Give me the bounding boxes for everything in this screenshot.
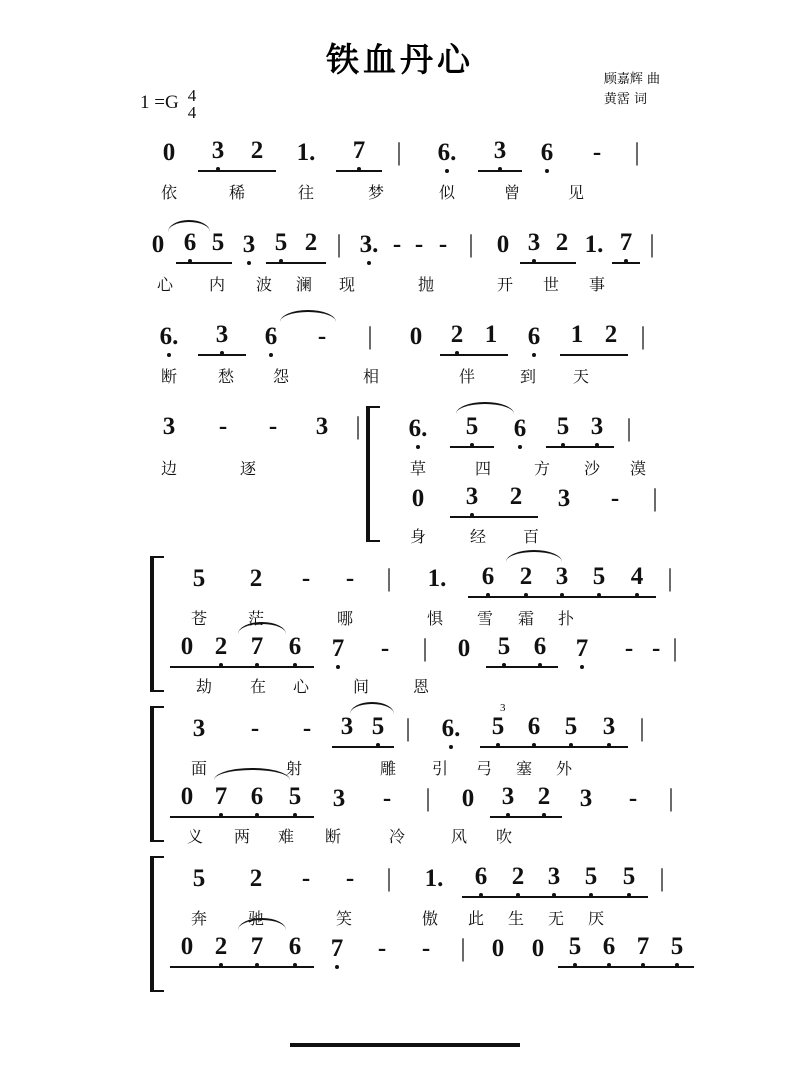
credits xyxy=(604,70,660,110)
music-system xyxy=(0,406,800,556)
note: - xyxy=(377,935,387,962)
note: 4 xyxy=(630,563,644,590)
system-brace xyxy=(366,406,380,542)
lyric: 逐 xyxy=(239,459,256,478)
lyric: 到 xyxy=(519,367,536,386)
lyric: 奔 xyxy=(190,909,207,928)
note: 0 xyxy=(162,139,176,166)
note: 5 xyxy=(497,633,511,660)
lyric: 厌 xyxy=(587,909,604,928)
barline: | xyxy=(396,139,402,166)
note: 1 xyxy=(484,321,498,348)
note: 6 xyxy=(288,633,302,660)
note: 6 xyxy=(540,139,554,166)
note: 5 xyxy=(192,565,206,592)
note: 2 xyxy=(537,783,551,810)
lyric: 断 xyxy=(324,827,341,846)
lyric: 心 xyxy=(156,275,173,294)
note: 7 xyxy=(214,783,228,810)
lyric: 草 xyxy=(409,459,426,478)
note: 2 xyxy=(555,229,569,256)
note: 0 xyxy=(411,485,425,512)
note: - xyxy=(250,715,260,742)
note: 1. xyxy=(424,865,444,892)
note: 2 xyxy=(249,565,263,592)
music-system xyxy=(0,222,800,314)
lyric: 往 xyxy=(297,183,314,202)
lyric: 外 xyxy=(555,759,572,778)
lyric: 间 xyxy=(352,677,369,696)
note: 2 xyxy=(304,229,318,256)
lyric: 相 xyxy=(362,367,379,386)
note: 3 xyxy=(340,713,354,740)
note: 3 xyxy=(465,483,479,510)
lyric: 义 xyxy=(186,827,203,846)
barline: | xyxy=(422,635,428,662)
note: 2 xyxy=(519,563,533,590)
note: 6 xyxy=(474,863,488,890)
music-system xyxy=(0,556,800,706)
note: 3 xyxy=(557,485,571,512)
lyric: 两 xyxy=(233,827,250,846)
barline: | xyxy=(460,935,466,962)
barline: | xyxy=(386,865,392,892)
lyric: 扑 xyxy=(557,609,574,628)
lyric: 雕 xyxy=(379,759,396,778)
note: 0 xyxy=(461,785,475,812)
music-system xyxy=(0,702,800,856)
lyric: 经 xyxy=(469,527,486,546)
note: - xyxy=(652,635,661,662)
note: 6 xyxy=(288,933,302,960)
note: 3. xyxy=(359,231,379,258)
lyric: 天 xyxy=(572,367,589,386)
lyric: 似 xyxy=(438,183,455,202)
lyric: 生 xyxy=(507,909,524,928)
lyric: 波 xyxy=(255,275,272,294)
key-label: 1 =G xyxy=(140,92,179,113)
triplet-mark: 3 xyxy=(500,702,506,714)
time-signature-denominator: 4 xyxy=(187,103,197,122)
note: 6 xyxy=(533,633,547,660)
note: 1. xyxy=(296,139,316,166)
note: 0 xyxy=(457,635,471,662)
lyric: 难 xyxy=(277,827,294,846)
note: 2 xyxy=(450,321,464,348)
barline: | xyxy=(468,231,474,258)
lyric: 依 xyxy=(160,183,177,202)
note: 3 xyxy=(579,785,593,812)
lyric: 吹 xyxy=(495,827,512,846)
lyric: 四 xyxy=(474,459,491,478)
lyric: 断 xyxy=(160,367,177,386)
note: 5 xyxy=(568,933,582,960)
note: - xyxy=(392,231,402,258)
lyric: 见 xyxy=(567,183,584,202)
lyric: 引 xyxy=(431,759,448,778)
barline: | xyxy=(672,635,678,662)
lyric: 傲 xyxy=(421,909,438,928)
barline: | xyxy=(405,715,411,742)
system-brace xyxy=(150,556,164,692)
lyric: 现 xyxy=(338,275,355,294)
note: - xyxy=(268,413,278,440)
note: 0 xyxy=(151,231,165,258)
note: 2 xyxy=(604,321,618,348)
note: 0 xyxy=(496,231,510,258)
note: 7 xyxy=(331,635,345,662)
note: 6. xyxy=(159,323,179,350)
composer-credit: 顾嘉辉 曲 xyxy=(603,72,660,87)
note: 2 xyxy=(214,933,228,960)
note: 5 xyxy=(491,713,505,740)
lyric: 愁 xyxy=(217,367,234,386)
note: 6 xyxy=(264,323,278,350)
note: 3 xyxy=(590,413,604,440)
note: 5 xyxy=(622,863,636,890)
note: 5 xyxy=(564,713,578,740)
lyric: 风 xyxy=(450,827,467,846)
lyric: 边 xyxy=(160,459,177,478)
barline: | xyxy=(425,785,431,812)
note: 6 xyxy=(527,713,541,740)
note: 1. xyxy=(427,565,447,592)
note: 6 xyxy=(183,229,197,256)
barline: | xyxy=(639,715,645,742)
lyric: 茫 xyxy=(247,609,264,628)
note: 6 xyxy=(481,563,495,590)
barline: | xyxy=(386,565,392,592)
system-brace xyxy=(150,706,164,842)
lyric: 弓 xyxy=(475,759,492,778)
note: 3 xyxy=(547,863,561,890)
music-system xyxy=(0,856,800,1006)
note: - xyxy=(345,565,355,592)
lyric: 身 xyxy=(409,527,426,546)
note: 1 xyxy=(570,321,584,348)
lyric: 曾 xyxy=(503,183,520,202)
note: - xyxy=(414,231,424,258)
note: 0 xyxy=(531,935,545,962)
lyric: 霜 xyxy=(517,609,534,628)
lyric: 世 xyxy=(542,275,559,294)
note: - xyxy=(628,785,638,812)
note: 3 xyxy=(211,137,225,164)
barline: | xyxy=(649,231,655,258)
note: 2 xyxy=(509,483,523,510)
lyric: 事 xyxy=(588,275,605,294)
lyric: 无 xyxy=(547,909,564,928)
note: 2 xyxy=(249,865,263,892)
note: 7 xyxy=(250,933,264,960)
lyric: 在 xyxy=(249,677,266,696)
time-signature-numerator: 4 xyxy=(187,86,197,105)
note: 5 xyxy=(192,865,206,892)
note: 3 xyxy=(162,413,176,440)
note: 5 xyxy=(584,863,598,890)
note: 3 xyxy=(527,229,541,256)
note: 6. xyxy=(441,715,461,742)
music-system xyxy=(0,130,800,222)
barline: | xyxy=(667,565,673,592)
barline: | xyxy=(336,231,342,258)
lyric: 此 xyxy=(467,909,484,928)
lyric: 恩 xyxy=(412,677,429,696)
note: 3 xyxy=(242,231,256,258)
note: 6 xyxy=(527,323,541,350)
note: - xyxy=(301,865,311,892)
note: 0 xyxy=(180,933,194,960)
system-brace xyxy=(150,856,164,992)
note: 7 xyxy=(575,635,589,662)
page-bottom-rule xyxy=(290,1043,520,1047)
note: 3 xyxy=(315,413,329,440)
note: - xyxy=(382,785,392,812)
lyric: 方 xyxy=(533,459,550,478)
lyric: 射 xyxy=(285,759,302,778)
key-signature xyxy=(140,86,196,120)
lyric: 心 xyxy=(292,677,309,696)
note: - xyxy=(592,139,602,166)
lyric: 塞 xyxy=(515,759,532,778)
note: 5 xyxy=(465,413,479,440)
note: 5 xyxy=(670,933,684,960)
note: 3 xyxy=(555,563,569,590)
note: - xyxy=(380,635,390,662)
barline: | xyxy=(355,413,361,440)
note: 5 xyxy=(274,229,288,256)
note: 5 xyxy=(211,229,225,256)
barline: | xyxy=(634,139,640,166)
note: 0 xyxy=(180,633,194,660)
note: - xyxy=(218,413,228,440)
note: 6. xyxy=(408,415,428,442)
note: 3 xyxy=(192,715,206,742)
note: - xyxy=(317,323,327,350)
note: 2 xyxy=(511,863,525,890)
note: - xyxy=(302,715,312,742)
lyric: 怨 xyxy=(272,367,289,386)
note: 3 xyxy=(332,785,346,812)
note: 3 xyxy=(602,713,616,740)
note: 1. xyxy=(584,231,604,258)
lyric: 驰 xyxy=(247,909,264,928)
note: 7 xyxy=(619,229,633,256)
lyric: 苍 xyxy=(190,609,207,628)
note: 0 xyxy=(180,783,194,810)
note: - xyxy=(610,485,620,512)
lyric: 劫 xyxy=(195,677,212,696)
note: 0 xyxy=(409,323,423,350)
note: 0 xyxy=(491,935,505,962)
note: 2 xyxy=(214,633,228,660)
note: 5 xyxy=(592,563,606,590)
note: 6 xyxy=(513,415,527,442)
lyric: 沙 xyxy=(583,459,600,478)
note: 3 xyxy=(501,783,515,810)
lyric: 雪 xyxy=(476,609,493,628)
time-signature xyxy=(188,87,197,121)
barline: | xyxy=(367,323,373,350)
note: 6 xyxy=(250,783,264,810)
barline: | xyxy=(659,865,665,892)
note: 3 xyxy=(215,321,229,348)
lyric: 冷 xyxy=(388,827,405,846)
note: - xyxy=(438,231,448,258)
lyric: 稀 xyxy=(228,183,245,202)
note: 5 xyxy=(556,413,570,440)
note: 7 xyxy=(250,633,264,660)
lyric: 抛 xyxy=(417,275,434,294)
lyric: 哪 xyxy=(336,609,353,628)
note: 2 xyxy=(250,137,264,164)
barline: | xyxy=(668,785,674,812)
note: 7 xyxy=(352,137,366,164)
lyric: 笑 xyxy=(335,909,352,928)
note: - xyxy=(345,865,355,892)
lyric: 梦 xyxy=(367,183,384,202)
music-system xyxy=(0,314,800,406)
lyric: 漠 xyxy=(629,459,646,478)
staff xyxy=(0,130,800,1006)
note: 3 xyxy=(493,137,507,164)
note: 6 xyxy=(602,933,616,960)
barline: | xyxy=(626,415,632,442)
lyric: 百 xyxy=(522,527,539,546)
note: - xyxy=(624,635,634,662)
page-title: 铁血丹心 xyxy=(326,40,474,79)
lyric: 澜 xyxy=(295,275,312,294)
lyricist-credit: 黄霑 词 xyxy=(603,92,647,107)
note: - xyxy=(421,935,431,962)
note: 6. xyxy=(437,139,457,166)
note: - xyxy=(301,565,311,592)
lyric: 面 xyxy=(190,759,207,778)
note: 5 xyxy=(288,783,302,810)
lyric: 内 xyxy=(208,275,225,294)
note: 5 xyxy=(371,713,385,740)
lyric: 伴 xyxy=(458,367,475,386)
note: 7 xyxy=(636,933,650,960)
barline: | xyxy=(640,323,646,350)
lyric: 开 xyxy=(496,275,513,294)
barline: | xyxy=(652,485,658,512)
lyric: 惧 xyxy=(426,609,443,628)
note: 7 xyxy=(330,935,344,962)
